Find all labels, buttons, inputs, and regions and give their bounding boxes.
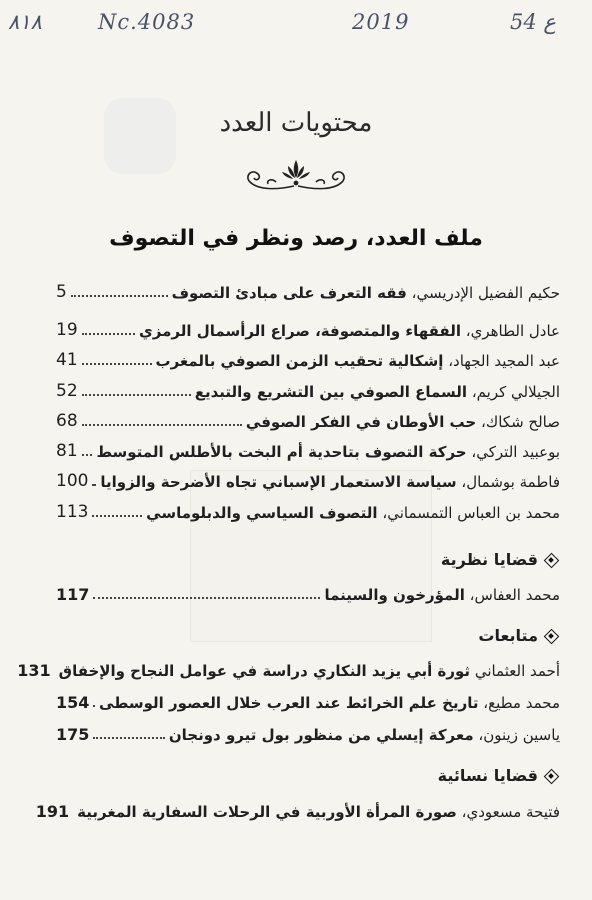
main-section-heading: ملف العدد، رصد ونظر في التصوف xyxy=(109,226,483,251)
diamond-bullet-icon xyxy=(544,629,558,643)
leader-dots xyxy=(93,704,95,707)
section-heading xyxy=(441,550,558,569)
toc-entry xyxy=(56,377,560,401)
entry-page: 131 xyxy=(17,661,51,680)
entry-page: 175 xyxy=(56,725,90,744)
leader-dots xyxy=(82,332,135,335)
toc-entry xyxy=(56,316,560,340)
entry-page: 100 xyxy=(56,471,89,491)
leader-dots xyxy=(92,514,142,517)
entry-page: 68 xyxy=(56,411,78,431)
section-heading-label: متابعات xyxy=(478,626,538,645)
toc-entry xyxy=(17,656,560,680)
toc-entry xyxy=(35,797,560,821)
entry-author: ياسين زينون، xyxy=(478,726,560,744)
section-heading xyxy=(478,626,558,645)
entry-title: حركة التصوف بتاحدية أم البخت بالأطلس المتوسط xyxy=(96,443,467,461)
entry-title: فقه التعرف على مبادئ التصوف xyxy=(171,284,407,302)
section-heading xyxy=(438,766,558,785)
show-through-panel xyxy=(190,470,432,642)
entry-page: 191 xyxy=(35,802,70,821)
entry-page: 41 xyxy=(56,350,78,370)
entry-author: محمد مطيع، xyxy=(483,694,560,712)
handwritten-year: 2019 xyxy=(352,10,410,34)
entry-author: الجيلالي كريم، xyxy=(471,383,560,401)
entry-title: حب الأوطان في الفكر الصوفي xyxy=(245,413,477,431)
handwritten-note-1: ٨١٨ xyxy=(8,10,42,34)
toc-entry xyxy=(56,407,560,431)
entry-title: السماع الصوفي بين التشريع والتبديع xyxy=(194,383,468,401)
entry-author: عادل الطاهري، xyxy=(465,322,560,340)
entry-page: 113 xyxy=(56,502,89,522)
toc-entry xyxy=(56,346,560,370)
entry-title: ثورة أبي يزيد النكاري دراسة في عوامل النجاح والإخفاق xyxy=(58,662,471,680)
ornament-divider-icon xyxy=(236,156,356,192)
entry-author: محمد بن العباس التمسماني، xyxy=(382,504,560,522)
entry-title: الفقهاء والمتصوفة، صراع الرأسمال الرمزي xyxy=(139,322,461,340)
toc-entry xyxy=(56,720,560,744)
section-heading-label: قضايا نظرية xyxy=(440,550,538,569)
diamond-bullet-icon xyxy=(544,769,558,783)
entry-author: أحمد العثماني xyxy=(474,662,560,680)
entry-title: معركة إيسلي من منظور بول تيرو دونجان xyxy=(168,726,474,744)
entry-author: عبد المجيد الجهاد، xyxy=(448,352,560,370)
entry-author: صالح شكاك، xyxy=(481,413,560,431)
entry-title: سياسة الاستعمار الإسباني تجاه الأضرحة والزوايا xyxy=(100,473,457,491)
entry-title: تاريخ علم الخرائط عند العرب خلال العصور الوسطى xyxy=(99,694,479,712)
page-title: محتويات العدد xyxy=(219,108,373,138)
leader-dots xyxy=(92,483,96,486)
entry-title: التصوف السياسي والدبلوماسي xyxy=(146,504,378,522)
leader-dots xyxy=(82,453,93,456)
toc-entry xyxy=(56,437,560,461)
section-heading-label: قضايا نسائية xyxy=(437,766,538,785)
entry-author: فتيحة مسعودي، xyxy=(461,803,560,821)
toc-entry xyxy=(56,467,560,491)
entry-page: 81 xyxy=(56,441,78,461)
toc-entry xyxy=(56,580,560,604)
diamond-bullet-icon xyxy=(544,553,558,567)
entry-page: 5 xyxy=(56,282,67,302)
entry-title: المؤرخون والسينما xyxy=(324,586,465,604)
entry-author: محمد العفاس، xyxy=(469,586,560,604)
entry-page: 154 xyxy=(56,693,90,712)
entry-page: 117 xyxy=(56,585,90,604)
toc-entry xyxy=(56,688,560,712)
entry-author: بوعبيد التركي، xyxy=(471,443,560,461)
handwritten-call-number: Nc.4083 xyxy=(98,10,196,34)
entry-page: 19 xyxy=(56,320,78,340)
entry-title: صورة المرأة الأوربية في الرحلات السفارية المغربية xyxy=(77,803,457,821)
entry-page: 52 xyxy=(56,381,78,401)
leader-dots xyxy=(71,294,168,297)
leader-dots xyxy=(82,423,242,426)
handwritten-note-2: 54 ع xyxy=(510,10,556,34)
leader-dots xyxy=(93,596,320,599)
entry-author: حكيم الفضيل الإدريسي، xyxy=(411,284,560,302)
entry-author: فاطمة بوشمال، xyxy=(461,473,560,491)
entry-title: إشكالية تحقيب الزمن الصوفي بالمغرب xyxy=(155,352,444,370)
leader-dots xyxy=(82,393,191,396)
leader-dots xyxy=(82,362,152,365)
toc-entry xyxy=(56,278,560,302)
leader-dots xyxy=(93,736,164,739)
toc-entry xyxy=(56,498,560,522)
